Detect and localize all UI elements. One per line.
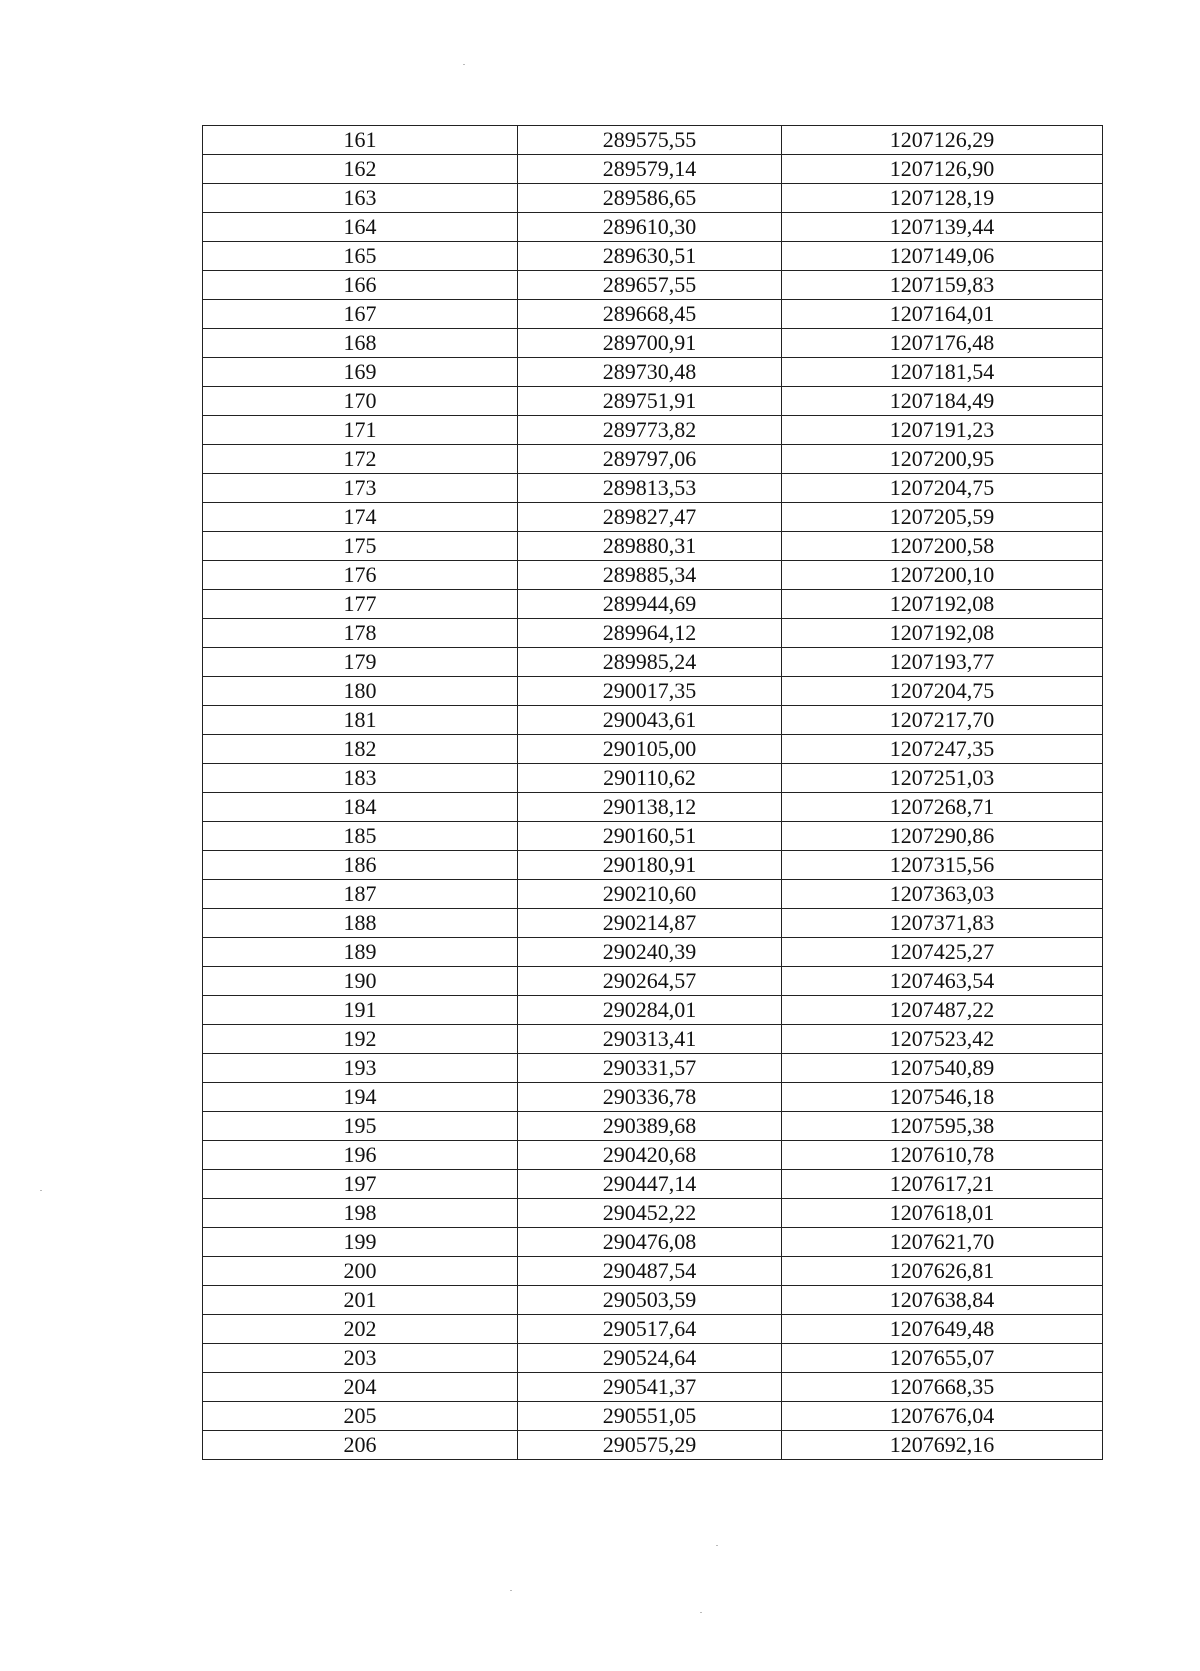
table-row: [203, 1402, 1103, 1431]
table-row: [203, 358, 1103, 387]
point-number-cell: 175: [203, 532, 518, 561]
scan-speck: [716, 1545, 718, 1546]
table-row: [203, 474, 1103, 503]
table-row: [203, 764, 1103, 793]
x-coordinate-cell: 290503,59: [518, 1286, 782, 1315]
point-number-cell: 178: [203, 619, 518, 648]
y-coordinate-cell: 1207204,75: [782, 677, 1103, 706]
point-number-cell: 182: [203, 735, 518, 764]
y-coordinate-cell: 1207200,58: [782, 532, 1103, 561]
y-coordinate-cell: 1207363,03: [782, 880, 1103, 909]
table-row: [203, 387, 1103, 416]
scan-speck: [510, 1590, 512, 1591]
x-coordinate-cell: 289751,91: [518, 387, 782, 416]
x-coordinate-cell: 289657,55: [518, 271, 782, 300]
point-number-cell: 168: [203, 329, 518, 358]
x-coordinate-cell: 290160,51: [518, 822, 782, 851]
y-coordinate-cell: 1207668,35: [782, 1373, 1103, 1402]
x-coordinate-cell: 290138,12: [518, 793, 782, 822]
point-number-cell: 167: [203, 300, 518, 329]
x-coordinate-cell: 290180,91: [518, 851, 782, 880]
table-row: [203, 184, 1103, 213]
point-number-cell: 188: [203, 909, 518, 938]
y-coordinate-cell: 1207638,84: [782, 1286, 1103, 1315]
table-row: [203, 590, 1103, 619]
x-coordinate-cell: 289579,14: [518, 155, 782, 184]
y-coordinate-cell: 1207159,83: [782, 271, 1103, 300]
y-coordinate-cell: 1207128,19: [782, 184, 1103, 213]
y-coordinate-cell: 1207610,78: [782, 1141, 1103, 1170]
point-number-cell: 165: [203, 242, 518, 271]
table-row: [203, 822, 1103, 851]
x-coordinate-cell: 290487,54: [518, 1257, 782, 1286]
y-coordinate-cell: 1207315,56: [782, 851, 1103, 880]
y-coordinate-cell: 1207425,27: [782, 938, 1103, 967]
y-coordinate-cell: 1207204,75: [782, 474, 1103, 503]
point-number-cell: 202: [203, 1315, 518, 1344]
y-coordinate-cell: 1207217,70: [782, 706, 1103, 735]
point-number-cell: 179: [203, 648, 518, 677]
table-row: [203, 126, 1103, 155]
point-number-cell: 187: [203, 880, 518, 909]
table-row: [203, 938, 1103, 967]
x-coordinate-cell: 290551,05: [518, 1402, 782, 1431]
x-coordinate-cell: 289575,55: [518, 126, 782, 155]
y-coordinate-cell: 1207595,38: [782, 1112, 1103, 1141]
x-coordinate-cell: 290517,64: [518, 1315, 782, 1344]
y-coordinate-cell: 1207617,21: [782, 1170, 1103, 1199]
point-number-cell: 180: [203, 677, 518, 706]
x-coordinate-cell: 290043,61: [518, 706, 782, 735]
y-coordinate-cell: 1207649,48: [782, 1315, 1103, 1344]
table-row: [203, 996, 1103, 1025]
x-coordinate-cell: 290541,37: [518, 1373, 782, 1402]
x-coordinate-cell: 290313,41: [518, 1025, 782, 1054]
table-row: [203, 1286, 1103, 1315]
y-coordinate-cell: 1207463,54: [782, 967, 1103, 996]
y-coordinate-cell: 1207290,86: [782, 822, 1103, 851]
y-coordinate-cell: 1207164,01: [782, 300, 1103, 329]
x-coordinate-cell: 289773,82: [518, 416, 782, 445]
point-number-cell: 190: [203, 967, 518, 996]
x-coordinate-cell: 289885,34: [518, 561, 782, 590]
y-coordinate-cell: 1207621,70: [782, 1228, 1103, 1257]
table-row: [203, 1315, 1103, 1344]
point-number-cell: 171: [203, 416, 518, 445]
x-coordinate-cell: 290240,39: [518, 938, 782, 967]
y-coordinate-cell: 1207546,18: [782, 1083, 1103, 1112]
table-row: [203, 1112, 1103, 1141]
table-row: [203, 677, 1103, 706]
x-coordinate-cell: 290524,64: [518, 1344, 782, 1373]
table-row: [203, 1431, 1103, 1460]
point-number-cell: 192: [203, 1025, 518, 1054]
table-row: [203, 793, 1103, 822]
point-number-cell: 196: [203, 1141, 518, 1170]
point-number-cell: 200: [203, 1257, 518, 1286]
x-coordinate-cell: 290284,01: [518, 996, 782, 1025]
y-coordinate-cell: 1207192,08: [782, 590, 1103, 619]
y-coordinate-cell: 1207184,49: [782, 387, 1103, 416]
table-row: [203, 880, 1103, 909]
point-number-cell: 203: [203, 1344, 518, 1373]
point-number-cell: 176: [203, 561, 518, 590]
x-coordinate-cell: 289964,12: [518, 619, 782, 648]
table-row: [203, 213, 1103, 242]
table-row: [203, 300, 1103, 329]
table-row: [203, 1199, 1103, 1228]
point-number-cell: 174: [203, 503, 518, 532]
x-coordinate-cell: 289630,51: [518, 242, 782, 271]
table-row: [203, 445, 1103, 474]
x-coordinate-cell: 289827,47: [518, 503, 782, 532]
x-coordinate-cell: 290389,68: [518, 1112, 782, 1141]
table-row: [203, 1025, 1103, 1054]
point-number-cell: 198: [203, 1199, 518, 1228]
y-coordinate-cell: 1207176,48: [782, 329, 1103, 358]
coordinates-table: [202, 125, 1103, 1460]
table-row: [203, 1054, 1103, 1083]
x-coordinate-cell: 289668,45: [518, 300, 782, 329]
x-coordinate-cell: 289813,53: [518, 474, 782, 503]
y-coordinate-cell: 1207618,01: [782, 1199, 1103, 1228]
y-coordinate-cell: 1207251,03: [782, 764, 1103, 793]
y-coordinate-cell: 1207247,35: [782, 735, 1103, 764]
y-coordinate-cell: 1207200,95: [782, 445, 1103, 474]
point-number-cell: 185: [203, 822, 518, 851]
table-row: [203, 155, 1103, 184]
table-row: [203, 1257, 1103, 1286]
y-coordinate-cell: 1207540,89: [782, 1054, 1103, 1083]
table-row: [203, 416, 1103, 445]
x-coordinate-cell: 289797,06: [518, 445, 782, 474]
x-coordinate-cell: 290452,22: [518, 1199, 782, 1228]
table-row: [203, 735, 1103, 764]
table-row: [203, 242, 1103, 271]
point-number-cell: 181: [203, 706, 518, 735]
x-coordinate-cell: 290336,78: [518, 1083, 782, 1112]
x-coordinate-cell: 289880,31: [518, 532, 782, 561]
y-coordinate-cell: 1207205,59: [782, 503, 1103, 532]
point-number-cell: 199: [203, 1228, 518, 1257]
y-coordinate-cell: 1207191,23: [782, 416, 1103, 445]
table-row: [203, 561, 1103, 590]
point-number-cell: 170: [203, 387, 518, 416]
x-coordinate-cell: 289985,24: [518, 648, 782, 677]
y-coordinate-cell: 1207126,90: [782, 155, 1103, 184]
x-coordinate-cell: 290420,68: [518, 1141, 782, 1170]
point-number-cell: 169: [203, 358, 518, 387]
table-row: [203, 532, 1103, 561]
x-coordinate-cell: 290105,00: [518, 735, 782, 764]
y-coordinate-cell: 1207149,06: [782, 242, 1103, 271]
scan-speck: [463, 64, 465, 65]
point-number-cell: 204: [203, 1373, 518, 1402]
table-row: [203, 1373, 1103, 1402]
point-number-cell: 194: [203, 1083, 518, 1112]
point-number-cell: 173: [203, 474, 518, 503]
table-row: [203, 967, 1103, 996]
point-number-cell: 189: [203, 938, 518, 967]
x-coordinate-cell: 290447,14: [518, 1170, 782, 1199]
point-number-cell: 197: [203, 1170, 518, 1199]
y-coordinate-cell: 1207192,08: [782, 619, 1103, 648]
y-coordinate-cell: 1207523,42: [782, 1025, 1103, 1054]
x-coordinate-cell: 290110,62: [518, 764, 782, 793]
point-number-cell: 186: [203, 851, 518, 880]
point-number-cell: 172: [203, 445, 518, 474]
table-row: [203, 1228, 1103, 1257]
y-coordinate-cell: 1207626,81: [782, 1257, 1103, 1286]
table-row: [203, 329, 1103, 358]
point-number-cell: 163: [203, 184, 518, 213]
y-coordinate-cell: 1207193,77: [782, 648, 1103, 677]
point-number-cell: 184: [203, 793, 518, 822]
y-coordinate-cell: 1207692,16: [782, 1431, 1103, 1460]
coordinates-table-body: [203, 126, 1103, 1460]
x-coordinate-cell: 290476,08: [518, 1228, 782, 1257]
x-coordinate-cell: 290017,35: [518, 677, 782, 706]
point-number-cell: 177: [203, 590, 518, 619]
point-number-cell: 205: [203, 1402, 518, 1431]
y-coordinate-cell: 1207139,44: [782, 213, 1103, 242]
point-number-cell: 183: [203, 764, 518, 793]
table-row: [203, 1170, 1103, 1199]
table-row: [203, 271, 1103, 300]
point-number-cell: 161: [203, 126, 518, 155]
y-coordinate-cell: 1207200,10: [782, 561, 1103, 590]
table-row: [203, 619, 1103, 648]
point-number-cell: 164: [203, 213, 518, 242]
x-coordinate-cell: 289944,69: [518, 590, 782, 619]
table-row: [203, 503, 1103, 532]
x-coordinate-cell: 290214,87: [518, 909, 782, 938]
scan-speck: [40, 1190, 42, 1191]
x-coordinate-cell: 290331,57: [518, 1054, 782, 1083]
table-row: [203, 909, 1103, 938]
point-number-cell: 201: [203, 1286, 518, 1315]
y-coordinate-cell: 1207126,29: [782, 126, 1103, 155]
y-coordinate-cell: 1207371,83: [782, 909, 1103, 938]
y-coordinate-cell: 1207676,04: [782, 1402, 1103, 1431]
table-row: [203, 1083, 1103, 1112]
x-coordinate-cell: 289586,65: [518, 184, 782, 213]
point-number-cell: 193: [203, 1054, 518, 1083]
table-row: [203, 851, 1103, 880]
table-row: [203, 1344, 1103, 1373]
table-row: [203, 648, 1103, 677]
x-coordinate-cell: 290264,57: [518, 967, 782, 996]
point-number-cell: 162: [203, 155, 518, 184]
table-row: [203, 706, 1103, 735]
x-coordinate-cell: 289610,30: [518, 213, 782, 242]
point-number-cell: 166: [203, 271, 518, 300]
point-number-cell: 191: [203, 996, 518, 1025]
table-row: [203, 1141, 1103, 1170]
point-number-cell: 195: [203, 1112, 518, 1141]
y-coordinate-cell: 1207181,54: [782, 358, 1103, 387]
scan-speck: [700, 1612, 702, 1613]
y-coordinate-cell: 1207487,22: [782, 996, 1103, 1025]
x-coordinate-cell: 289730,48: [518, 358, 782, 387]
x-coordinate-cell: 290575,29: [518, 1431, 782, 1460]
y-coordinate-cell: 1207655,07: [782, 1344, 1103, 1373]
point-number-cell: 206: [203, 1431, 518, 1460]
y-coordinate-cell: 1207268,71: [782, 793, 1103, 822]
x-coordinate-cell: 290210,60: [518, 880, 782, 909]
x-coordinate-cell: 289700,91: [518, 329, 782, 358]
